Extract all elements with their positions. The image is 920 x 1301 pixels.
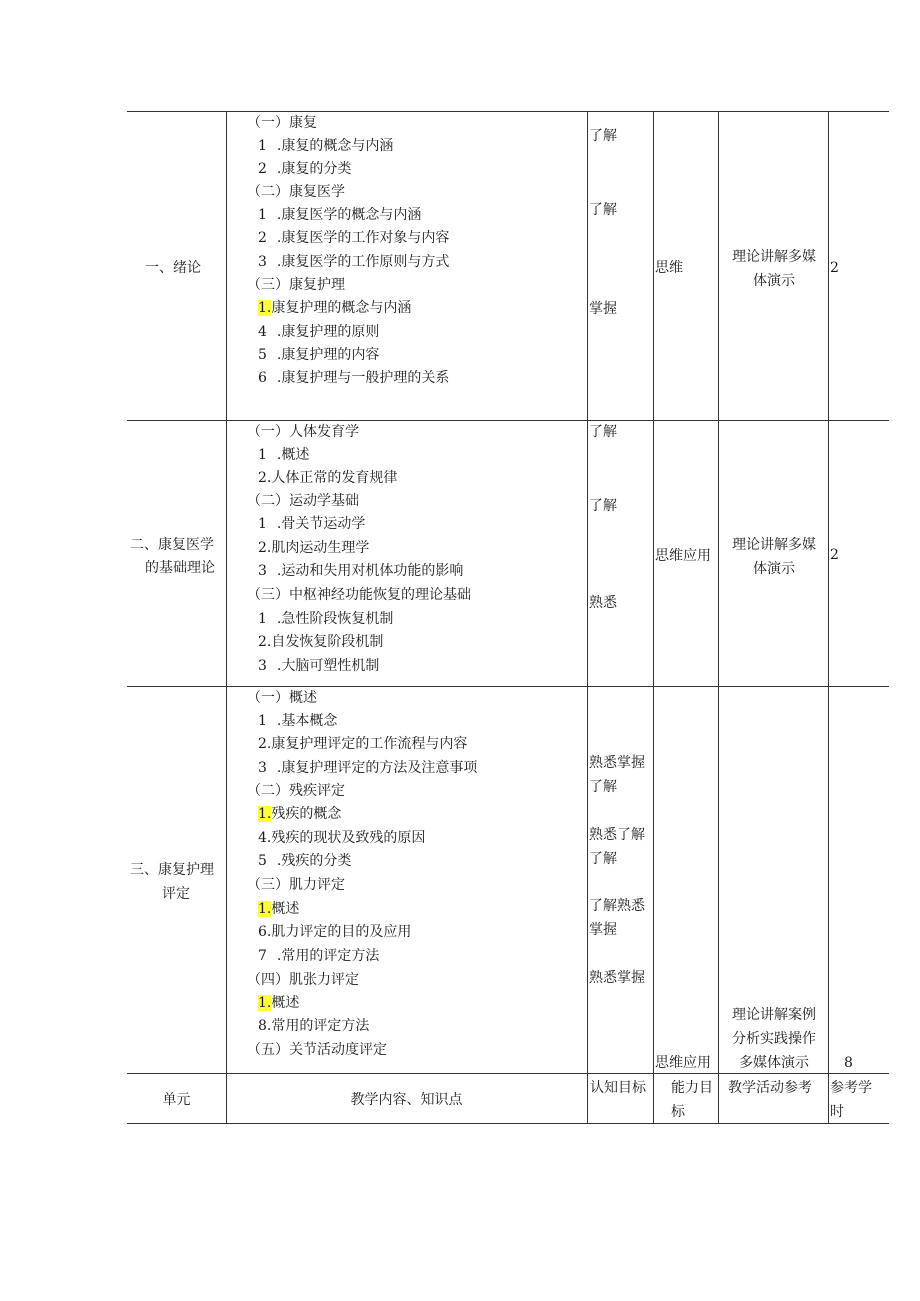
unit-label: 评定 [162, 886, 190, 902]
col-divider-3 [653, 111, 654, 1123]
teaching-activity: 分析实践操作 [732, 1031, 816, 1047]
content-item: 6.肌力评定的目的及应用 [258, 924, 412, 940]
ability-goal: 思维应用 [655, 548, 711, 564]
highlight-marker: 1. [258, 300, 272, 316]
highlight-marker: 1. [258, 995, 272, 1011]
content-item: 7 .常用的评定方法 [258, 948, 380, 964]
content-item: 2 .康复的分类 [258, 161, 352, 177]
content-item: 3 .运动和失用对机体功能的影响 [258, 563, 464, 579]
content-item: 1 .基本概念 [258, 713, 338, 729]
header-cognitive: 认知目标 [590, 1080, 646, 1096]
content-item: （三）康复护理 [247, 277, 345, 293]
content-item: 2.人体正常的发育规律 [258, 470, 398, 486]
col-divider-5 [828, 111, 829, 1123]
content-item: 2 .康复医学的工作对象与内容 [258, 230, 450, 246]
header-top-border [127, 1073, 889, 1074]
table-bottom-border [127, 1123, 889, 1124]
reference-hours: 2 [830, 547, 839, 563]
content-item: （一）康复 [247, 115, 317, 131]
content-item: （三）肌力评定 [247, 877, 345, 893]
cognitive-goal: 熟悉掌握 [589, 755, 645, 771]
content-item: 1.概述 [258, 901, 300, 917]
content-item: 5 .残疾的分类 [258, 853, 352, 869]
col-divider-2 [587, 111, 588, 1123]
teaching-activity: 理论讲解多媒 [732, 537, 816, 553]
ability-goal: 思维 [655, 260, 683, 276]
content-item: （二）残疾评定 [247, 783, 345, 799]
content-item: 4.残疾的现状及致残的原因 [258, 830, 426, 846]
unit-label: 二、康复医学 [130, 537, 214, 553]
cognitive-goal: 了解熟悉 [589, 898, 645, 914]
content-item: 8.常用的评定方法 [258, 1018, 370, 1034]
content-item: 1 .康复的概念与内涵 [258, 138, 394, 154]
unit-label: 一、绪论 [145, 260, 201, 276]
row-divider-2 [127, 686, 889, 687]
cognitive-goal: 了解 [589, 851, 617, 867]
cognitive-goal: 了解 [589, 424, 617, 440]
highlight-marker: 1. [258, 901, 272, 917]
content-item: （二）康复医学 [247, 184, 345, 200]
content-item: 1 .急性阶段恢复机制 [258, 611, 394, 627]
content-item: （一）人体发育学 [247, 424, 359, 440]
content-item: 1 .骨关节运动学 [258, 516, 366, 532]
teaching-activity: 体演示 [753, 273, 795, 289]
teaching-activity: 体演示 [753, 561, 795, 577]
cognitive-goal: 熟悉 [589, 595, 617, 611]
content-item: 3 .康复护理评定的方法及注意事项 [258, 760, 478, 776]
col-divider-1 [226, 111, 227, 1123]
content-item: （五）关节活动度评定 [247, 1042, 387, 1058]
content-item: 2.自发恢复阶段机制 [258, 634, 384, 650]
cognitive-goal: 了解 [589, 498, 617, 514]
content-item: 1.康复护理的概念与内涵 [258, 300, 412, 316]
content-item: 2.肌肉运动生理学 [258, 540, 370, 556]
cognitive-goal: 熟悉了解 [589, 827, 645, 843]
teaching-activity: 多媒体演示 [739, 1055, 809, 1071]
content-item: 5 .康复护理的内容 [258, 347, 380, 363]
col-divider-4 [718, 111, 719, 1123]
content-item: 1.概述 [258, 995, 300, 1011]
content-item: （三）中枢神经功能恢复的理论基础 [247, 587, 471, 603]
content-item: 2.康复护理评定的工作流程与内容 [258, 736, 468, 752]
teaching-activity: 理论讲解案例 [732, 1007, 816, 1023]
reference-hours: 8 [844, 1055, 853, 1071]
content-item: 6 .康复护理与一般护理的关系 [258, 370, 450, 386]
highlight-marker: 1. [258, 806, 272, 822]
cognitive-goal: 了解 [589, 202, 617, 218]
teaching-activity: 理论讲解多媒 [732, 249, 816, 265]
content-item: 1.残疾的概念 [258, 806, 342, 822]
cognitive-goal: 了解 [589, 128, 617, 144]
header-activity: 教学活动参考 [728, 1080, 812, 1096]
content-item: 4 .康复护理的原则 [258, 324, 380, 340]
header-hours: 参考学 [830, 1080, 872, 1096]
content-item: （二）运动学基础 [247, 493, 359, 509]
reference-hours: 2 [830, 260, 839, 276]
content-item: 1 .康复医学的概念与内涵 [258, 207, 422, 223]
row-divider-1 [127, 420, 889, 421]
ability-goal: 思维应用 [655, 1055, 711, 1071]
content-item: 1 .概述 [258, 447, 310, 463]
table-top-border [127, 111, 889, 112]
header-unit: 单元 [162, 1092, 191, 1108]
header-ability: 能力目 [671, 1080, 713, 1096]
content-item: 3 .康复医学的工作原则与方式 [258, 254, 450, 270]
cognitive-goal: 了解 [589, 779, 617, 795]
content-item: （一）概述 [247, 690, 317, 706]
unit-label: 的基础理论 [145, 560, 215, 576]
header-hours: 时 [830, 1104, 844, 1120]
unit-label: 三、康复护理 [130, 862, 214, 878]
header-content: 教学内容、知识点 [350, 1092, 463, 1108]
content-item: 3 .大脑可塑性机制 [258, 658, 380, 674]
cognitive-goal: 熟悉掌握 [589, 970, 645, 986]
header-ability: 标 [671, 1104, 685, 1120]
cognitive-goal: 掌握 [589, 922, 617, 938]
content-item: （四）肌张力评定 [247, 972, 359, 988]
cognitive-goal: 掌握 [589, 301, 617, 317]
